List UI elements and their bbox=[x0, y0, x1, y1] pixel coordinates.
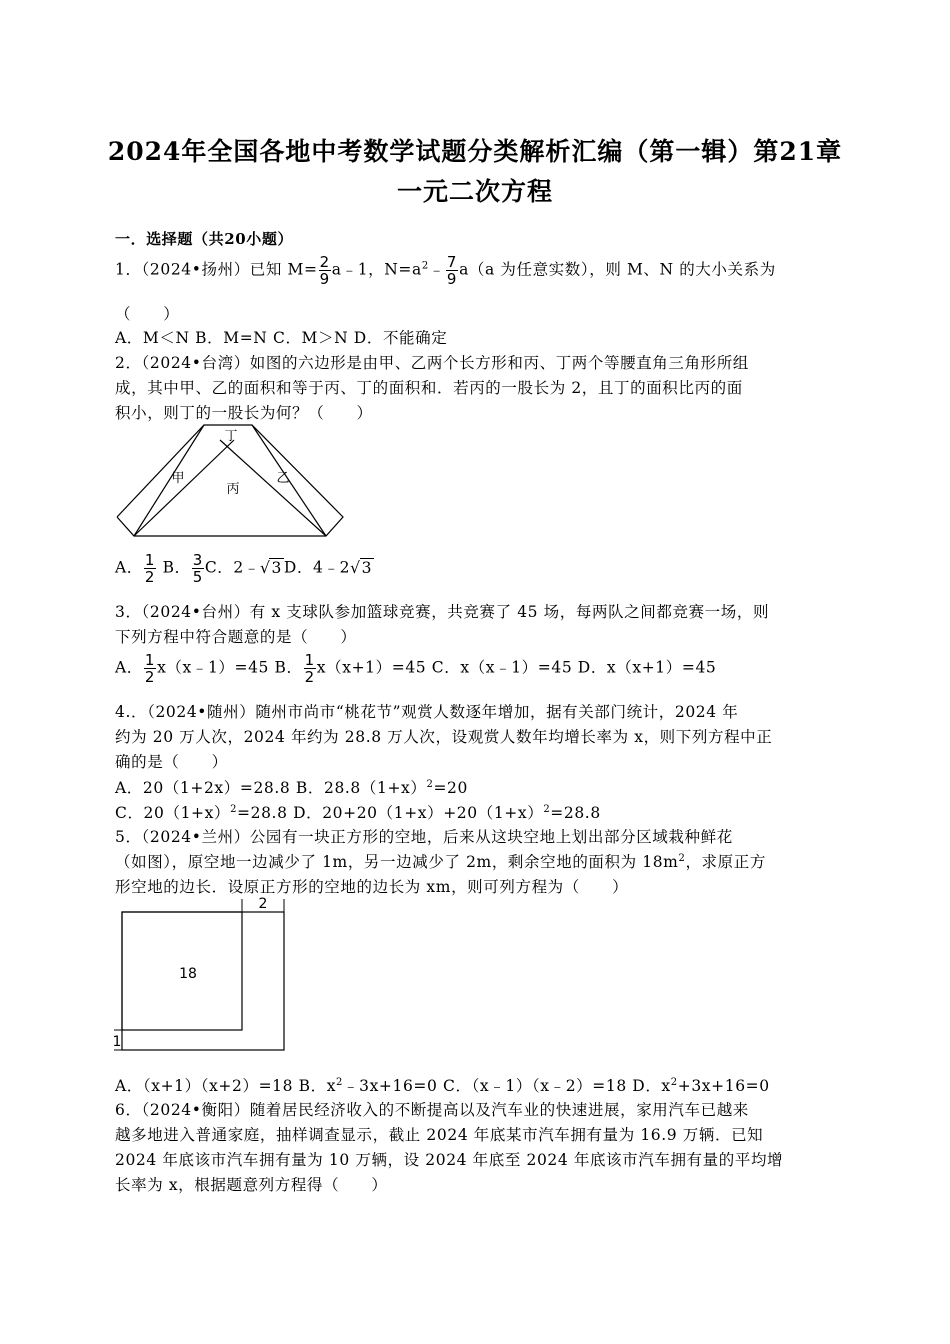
q2-line-3: 积小，则丁的一股长为何？（ ） bbox=[115, 404, 373, 422]
q2-a-num: 1 bbox=[144, 551, 156, 569]
q1-text-b: a﹣1，N=a bbox=[331, 260, 422, 279]
q2-line-1: 2．（2024•台湾）如图的六边形是由甲、乙两个长方形和丙、丁两个等腰直角三角形所组 bbox=[115, 354, 749, 372]
q2-sqrt-d: √3 bbox=[350, 558, 373, 577]
q4-opt2-b: =28.8 D．20+20（1+x）+20（1+x） bbox=[237, 804, 544, 822]
q5-opt-c: +3x+16=0 bbox=[677, 1077, 770, 1095]
label-height-1: 1 bbox=[112, 1034, 122, 1050]
label-jia: 甲 bbox=[171, 471, 185, 486]
q5-square-figure bbox=[110, 893, 290, 1055]
q1-stem-line-2: （ ） bbox=[115, 305, 180, 323]
q3-opt-a: A． bbox=[115, 658, 143, 677]
page-title-line-2: 一元二次方程 bbox=[396, 177, 553, 206]
q4-opt1-sup: 2 bbox=[426, 779, 434, 790]
q4-opt2-sup2: 2 bbox=[543, 804, 551, 815]
q6-line-1: 6．（2024•衡阳）随着居民经济收入的不断提高以及汽车业的快速进展，家用汽车已越来 bbox=[115, 1101, 749, 1119]
bing-left-edge bbox=[134, 440, 234, 536]
outer-square bbox=[122, 912, 284, 1050]
label-ding: 丁 bbox=[224, 429, 238, 444]
q3-line-1: 3．（2024•台州）有 x 支球队参加篮球竞赛，共竞赛了 45 场，每两队之间都竞赛一场，则 bbox=[115, 603, 770, 621]
q1-frac2-den: 9 bbox=[446, 270, 458, 288]
q2-frac-a bbox=[144, 552, 156, 585]
q6-line-3: 2024 年底该市汽车拥有量为 10 万辆，设 2024 年底至 2024 年底该市汽车拥有量的平均增 bbox=[115, 1151, 784, 1169]
q1-options: A．M＜N B．M=N C．M＞N D．不能确定 bbox=[115, 329, 448, 347]
q3-options bbox=[115, 652, 845, 685]
q2-sqrt-c: √3 bbox=[259, 558, 282, 577]
q5-options bbox=[115, 1074, 845, 1096]
q3-a-num: 1 bbox=[144, 651, 156, 669]
q2-options bbox=[115, 552, 845, 585]
q4-opt2-a: C．20（1+x） bbox=[115, 804, 231, 822]
q4-options-1 bbox=[115, 776, 845, 798]
q4-opt2-sup1: 2 bbox=[230, 804, 238, 815]
page-title-line-1: 2024年全国各地中考数学试题分类解析汇编（第一辑）第21章 bbox=[107, 137, 843, 166]
q4-opt1-b: =20 bbox=[433, 779, 468, 797]
q2-hexagon-figure bbox=[112, 420, 352, 545]
q3-b-den: 2 bbox=[304, 668, 315, 686]
section-heading: 一．选择题（共20小题） bbox=[115, 230, 294, 248]
q2-a-den: 2 bbox=[144, 568, 156, 586]
q2-c-radicand: 3 bbox=[271, 558, 282, 577]
q5-opt-b: ﹣3x+16=0 C．（x﹣1）（x﹣2）=18 D．x bbox=[343, 1077, 671, 1095]
q5-opt-sup1: 2 bbox=[336, 1077, 344, 1088]
q3-b-tail: x（x+1）=45 C．x（x﹣1）=45 D．x（x+1）=45 bbox=[316, 658, 717, 677]
q5-line-2 bbox=[115, 850, 845, 872]
q2-frac-b bbox=[192, 552, 204, 585]
q3-frac-b bbox=[304, 652, 316, 685]
label-width-2: 2 bbox=[258, 896, 268, 912]
q2-opt-b: B． bbox=[162, 558, 191, 577]
q1-text-d: a（a 为任意实数），则 M、N 的大小关系为 bbox=[459, 260, 776, 279]
q1-sup: 2 bbox=[421, 260, 429, 272]
q5-line-1: 5．（2024•兰州）公园有一块正方形的空地，后来从这块空地上划出部分区域栽种鲜花 bbox=[115, 828, 733, 846]
q1-fraction-1 bbox=[319, 254, 331, 287]
q1-frac1-num: 2 bbox=[319, 253, 330, 271]
q6-line-4: 长率为 x，根据题意列方程得（ ） bbox=[115, 1176, 388, 1194]
q4-options-2 bbox=[115, 801, 845, 823]
q5-line-3: 形空地的边长．设原正方形的空地的边长为 xm，则可列方程为（ ） bbox=[115, 878, 629, 896]
q4-opt2-c: =28.8 bbox=[550, 804, 601, 822]
q5-opt-sup2: 2 bbox=[670, 1077, 678, 1088]
q2-b-num: 3 bbox=[192, 551, 203, 569]
label-area-18: 18 bbox=[179, 966, 197, 982]
q4-line-1: 4.．（2024•随州）随州市尚市“桃花节”观赏人数逐年增加，据有关部门统计，2024 年 bbox=[115, 703, 739, 721]
q4-line-2: 约为 20 万人次，2024 年约为 28.8 万人次，设观赏人数年均增长率为 x，则下列方程中正 bbox=[115, 728, 773, 746]
q5-line2-sup: 2 bbox=[678, 853, 686, 864]
label-yi: 乙 bbox=[276, 471, 290, 486]
q2-b-den: 5 bbox=[192, 568, 203, 586]
q6-line-2: 越多地进入普通家庭，抽样调查显示，截止 2024 年底某市汽车拥有量为 16.9 万辆．已知 bbox=[115, 1126, 764, 1144]
q1-frac2-num: 7 bbox=[446, 253, 458, 271]
q3-line-2: 下列方程中符合题意的是（ ） bbox=[115, 628, 357, 646]
q1-text-c: ﹣ bbox=[428, 260, 445, 279]
q3-b-num: 1 bbox=[304, 651, 315, 669]
label-bing: 丙 bbox=[226, 482, 240, 497]
q3-a-den: 2 bbox=[144, 668, 156, 686]
q1-frac1-den: 9 bbox=[319, 270, 330, 288]
q1-fraction-2 bbox=[446, 254, 458, 287]
q2-opt-d: D．4﹣2 bbox=[283, 558, 351, 577]
jia-inner-edge bbox=[134, 425, 204, 536]
q3-a-tail: x（x﹣1）=45 B． bbox=[157, 658, 303, 677]
q1-text-a: 1．（2024•扬州）已知 M= bbox=[115, 260, 318, 279]
q4-line-3: 确的是（ ） bbox=[115, 753, 228, 771]
q5-line2-a: （如图），原空地一边减少了 1m，另一边减少了 2m，剩余空地的面积为 18m bbox=[115, 853, 679, 871]
q2-line-2: 成，其中甲、乙的面积和等于丙、丁的面积和．若丙的一股长为 2，且丁的面积比丙的面 bbox=[115, 379, 743, 397]
q2-opt-a: A． bbox=[115, 558, 143, 577]
q4-opt1-a: A．20（1+2x）=28.8 B．28.8（1+x） bbox=[115, 779, 427, 797]
q5-opt-a: A．（x+1）（x+2）=18 B．x bbox=[115, 1077, 337, 1095]
q2-opt-c: C．2﹣ bbox=[204, 558, 260, 577]
q1-stem bbox=[115, 254, 845, 287]
q5-line2-b: ，求原正方 bbox=[685, 853, 766, 871]
q3-frac-a bbox=[144, 652, 156, 685]
q2-d-radicand: 3 bbox=[361, 558, 373, 577]
